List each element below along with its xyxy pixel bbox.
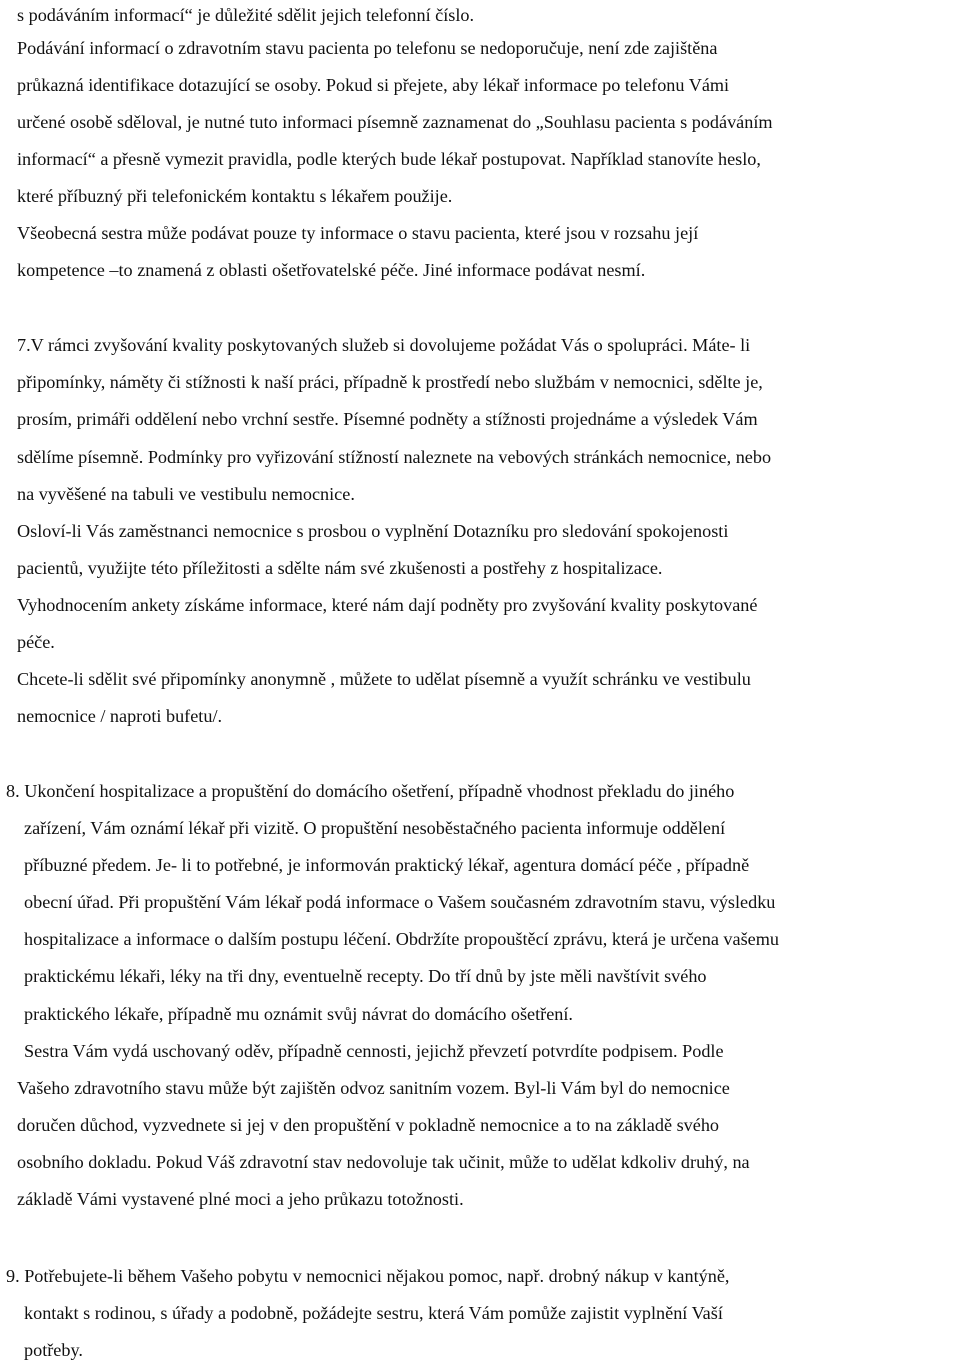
text-line: Sestra Vám vydá uschovaný oděv, případně cennosti, jejichž převzetí potvrdíte podpisem. Podle [24, 1041, 724, 1061]
text-line: Všeobecná sestra může podávat pouze ty informace o stavu pacienta, které jsou v rozsahu její [17, 223, 699, 243]
text-line: 9. Potřebujete-li během Vašeho pobytu v nemocnici nějakou pomoc, např. drobný nákup v kantýně, [6, 1266, 730, 1286]
text-line: základě Vámi vystavené plné moci a jeho průkazu totožnosti. [17, 1189, 464, 1209]
text-line: nemocnice / naproti bufetu/. [17, 706, 223, 726]
text-line: s podáváním informací“ je důležité sdělit jejich telefonní číslo. [17, 5, 475, 25]
text-line: Vašeho zdravotního stavu může být zajištěn odvoz sanitním vozem. Byl-li Vám byl do nemocnice [17, 1078, 730, 1098]
text-line: průkazná identifikace dotazující se osoby. Pokud si přejete, aby lékař informace po telefonu Vámi [17, 75, 730, 95]
text-line: Vyhodnocením ankety získáme informace, které nám dají podněty pro zvyšování kvality poskytované [17, 595, 758, 615]
text-line: obecní úřad. Při propuštění Vám lékař podá informace o Vašem současném zdravotním stavu, výsledku [24, 892, 776, 912]
text-line: Chcete-li sdělit své připomínky anonymně , můžete to udělat písemně a využít schránku ve vestibulu [17, 669, 751, 689]
text-line: pacientů, využijte této příležitosti a sdělte nám své zkušenosti a postřehy z hospitalizace. [17, 558, 663, 578]
text-line: praktickému lékaři, léky na tři dny, eventuelně recepty. Do tří dnů by jste měli navštívit svého [24, 966, 707, 986]
text-line: zařízení, Vám oznámí lékař při vizitě. O propuštění nesoběstačného pacienta informuje oddělení [24, 818, 726, 838]
text-line: péče. [17, 632, 55, 652]
text-line: Podávání informací o zdravotním stavu pacienta po telefonu se nedoporučuje, není zde zajištěna [17, 38, 718, 58]
text-line: na vyvěšené na tabuli ve vestibulu nemocnice. [17, 484, 355, 504]
text-line: připomínky, náměty či stížnosti k naší práci, případně k prostředí nebo službám v nemocnici, sdělte je, [17, 372, 763, 392]
text-line: Osloví-li Vás zaměstnanci nemocnice s prosbou o vyplnění Dotazníku pro sledování spokojenosti [17, 521, 729, 541]
text-line: osobního dokladu. Pokud Váš zdravotní stav nedovoluje tak učinit, může to udělat kdkoliv druhý, na [17, 1152, 750, 1172]
text-line: hospitalizace a informace o dalším postupu léčení. Obdržíte propouštěcí zprávu, která je určena vašemu [24, 929, 779, 949]
text-line: kontakt s rodinou, s úřady a podobně, požádejte sestru, která Vám pomůže zajistit vyplnění Vaší [24, 1303, 723, 1323]
text-line: informací“ a přesně vymezit pravidla, podle kterých bude lékař postupovat. Například stanovíte heslo, [17, 149, 761, 169]
text-line: praktického lékaře, případně mu oznámit svůj návrat do domácího ošetření. [24, 1004, 573, 1024]
text-line: potřeby. [24, 1340, 83, 1360]
text-line: sdělíme písemně. Podmínky pro vyřizování stížností naleznete na vebových stránkách nemocnice, nebo [17, 447, 772, 467]
text-line: 8. Ukončení hospitalizace a propuštění do domácího ošetření, případně vhodnost překladu do jiného [6, 781, 735, 801]
text-line: které příbuzný při telefonickém kontaktu s lékařem použije. [17, 186, 453, 206]
text-line: kompetence –to znamená z oblasti ošetřovatelské péče. Jiné informace podávat nesmí. [17, 260, 646, 280]
text-line: 7.V rámci zvyšování kvality poskytovaných služeb si dovolujeme požádat Vás o spolupráci. Máte- li [17, 335, 751, 355]
text-line: doručen důchod, vyzvednete si jej v den propuštění v pokladně nemocnice a to na základě svého [17, 1115, 720, 1135]
text-line: příbuzné předem. Je- li to potřebné, je informován praktický lékař, agentura domácí péče , případně [24, 855, 750, 875]
text-line: prosím, primáři oddělení nebo vrchní sestře. Písemné podněty a stížnosti projednáme a výsledek Vám [17, 409, 758, 429]
text-line: určené osobě sděloval, je nutné tuto informaci písemně zaznamenat do „Souhlasu pacienta s podáváním [17, 112, 773, 132]
